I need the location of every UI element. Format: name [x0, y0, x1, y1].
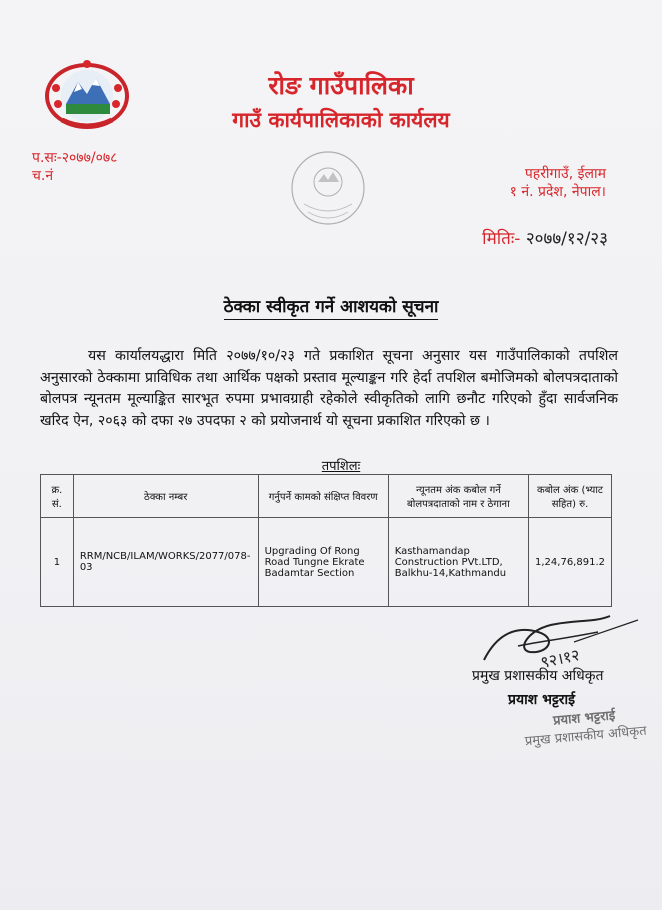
signatory-designation: प्रमुख प्रशासकीय अधिकृत [472, 668, 604, 684]
office-name: रोङ गाउँपालिका [268, 71, 414, 100]
table-row [41, 518, 612, 607]
handwritten-date: ९२।१२ [538, 645, 582, 672]
cell-contract-no: RRM/NCB/ILAM/WORKS/2077/078-03 [73, 518, 258, 607]
cell-description: Upgrading Of Rong Road Tungne Ekrate Badamtar Section [258, 518, 388, 607]
office-address-line1: पहरीगाउँ, ईलाम [524, 166, 606, 182]
header-sn: क्र. सं. [41, 475, 74, 518]
notice-title-text: ठेक्का स्वीकृत गर्ने आशयको सूचना [224, 297, 439, 320]
header-amount: कबोल अंक (भ्याट सहित) रु. [529, 475, 612, 518]
cell-amount: 1,24,76,891.2 [529, 518, 612, 607]
contract-table [40, 474, 612, 607]
name-stamp [523, 705, 648, 752]
cell-sn: 1 [41, 518, 74, 607]
office-seal-icon [288, 148, 368, 228]
stamp-designation: प्रमुख प्रशासकीय अधिकृत [524, 723, 648, 750]
header-bidder: न्यूनतम अंक कबोल गर्ने बोलपत्रदाताको नाम र ठेगाना [388, 475, 528, 518]
reference-number: प.सः-२०७७/०७८ [32, 150, 118, 166]
office-address-line2: १ नं. प्रदेश, नेपाल। [509, 184, 606, 200]
stamp-name: प्रयाश भट्टराई [552, 708, 616, 729]
date-label: मितिः- [482, 229, 521, 249]
dispatch-number: च.नं [32, 168, 54, 184]
cell-bidder: Kasthamandap Construction PVt.LTD, Balkhu-14,Kathmandu [388, 518, 528, 607]
signatory-name: प्रयाश भट्टराई [508, 692, 576, 708]
header-contract-no: ठेक्का नम्बर [73, 475, 258, 518]
office-subtitle: गाउँ कार्यपालिकाको कार्यलय [232, 108, 450, 132]
notice-body: यस कार्यालयद्धारा मिति २०७७/१०/२३ गते प्रकाशित सूचना अनुसार यस गाउँपालिकाको तपशिल अनुसारको ठेक्कामा प्राविधिक तथा आर्थिक पक्षको प्रस्ताव मूल्याङ्कन गरि हेर्दा तपशिल बमोजिमको बोलपत्रदाताको बोलपत्र न्यूनतम मूल्याङ्कित सारभूत रुपमा प्रभावग्राही रहेकोले स्वीकृतिको लागि छनौट गरिएको हुँदा सार्वजनिक खरिद ऐन, २०६३ को दफा २७ उपदफा २ को प्रयोजनार्थ यो सूचना प्रकाशित गरिएको छ । [40, 348, 618, 429]
issue-date [482, 226, 608, 249]
table-label: तपशिलः [321, 459, 361, 474]
notice-title [0, 294, 662, 317]
date-value: २०७७/१२/२३ [525, 229, 608, 249]
header-description: गर्नुपर्ने कामको संक्षिप्त विवरण [258, 475, 388, 518]
table-header-row [41, 475, 612, 518]
